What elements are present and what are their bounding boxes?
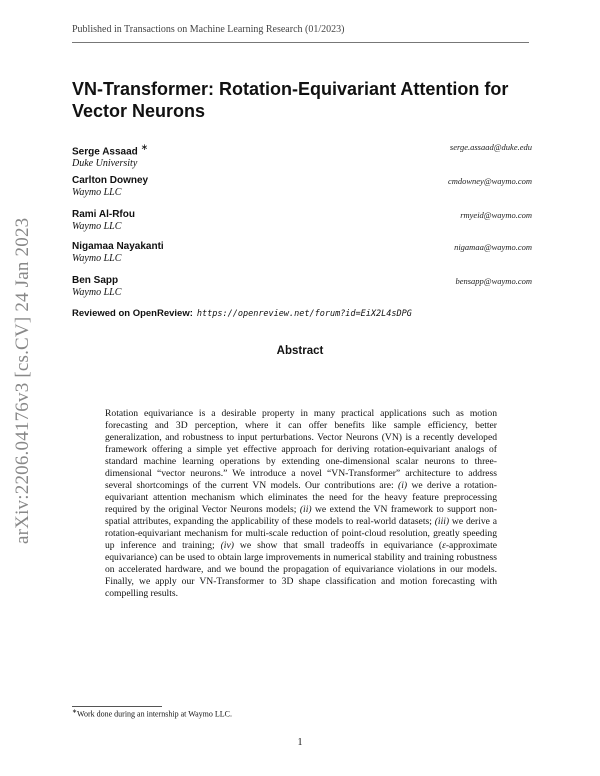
footnote-mark: ∗ bbox=[72, 709, 78, 715]
author-email[interactable]: serge.assaad@duke.edu bbox=[449, 142, 532, 152]
author-email[interactable]: rmyeid@waymo.com bbox=[460, 210, 532, 220]
author-email[interactable]: nigamaa@waymo.com bbox=[454, 242, 532, 252]
footnote-text: Work done during an internship at Waymo LLC. bbox=[77, 709, 233, 719]
reviewed-on-openreview bbox=[72, 308, 412, 319]
reviewed-label: Reviewed on OpenReview: bbox=[72, 308, 193, 319]
author-email[interactable]: cmdowney@waymo.com bbox=[447, 176, 532, 186]
openreview-link[interactable]: https://openreview.net/forum?id=EiX2L4sDPG bbox=[196, 309, 412, 319]
author-block bbox=[72, 275, 532, 299]
author-name: Carlton Downey bbox=[72, 175, 149, 186]
author-footnote-mark: ∗ bbox=[140, 142, 149, 152]
abstract-text: Rotation equivariance is a desirable property in many practical applications such as motion forecasting and 3D perception, where it can offer benefits like sample efficiency, better generalization, and robustness to input perturbations. Vector Neurons (VN) is a recently developed framework offering a simple yet effective approach for deriving rotation-equivariant analogs of standard machine learning operations by extending one-dimensional scalar neurons to three-dimensional “vector neurons.” We introduce a novel “VN-Transformer” architecture to address several shortcomings of the current VN models. Our contributions are: (i) we derive a rotation-equivariant attention mechanism which eliminates the need for the heavy feature preprocessing required by the original Vector Neurons models; (ii) we extend the VN framework to support non-spatial attributes, expanding the applicability of these models to real-world datasets; (iii) we derive a rotation-equivariant mechanism for multi-scale reduction of point-cloud resolution, greatly speeding up inference and training; (iv) we show that small tradeoffs in equivariance (ε-approximate equivariance) can be used to obtain large improvements in numerical stability and training robustness on accelerated hardware, and we bound the propagation of equivariance violations in our models. Finally, we apply our VN-Transformer to 3D shape classification and motion forecasting with compelling results. bbox=[105, 408, 498, 599]
author-block bbox=[72, 175, 532, 199]
author-name: Serge Assaad ∗ bbox=[72, 142, 149, 158]
journal-header: Published in Transactions on Machine Learning Research (01/2023) bbox=[72, 24, 345, 35]
page-number: 1 bbox=[297, 737, 303, 748]
author-affiliation: Waymo LLC bbox=[72, 187, 122, 198]
author-email[interactable]: bensapp@waymo.com bbox=[455, 276, 532, 286]
arxiv-stamp: arXiv:2206.04176v3 [cs.CV] 24 Jan 2023 bbox=[12, 217, 33, 544]
header-rule bbox=[72, 42, 529, 43]
author-affiliation: Waymo LLC bbox=[72, 253, 122, 264]
author-block bbox=[72, 141, 532, 170]
footnote bbox=[72, 708, 232, 719]
author-block bbox=[72, 209, 532, 233]
paper-title: VN-Transformer: Rotation-Equivariant Attention for Vector Neurons bbox=[72, 79, 509, 121]
author-name: Rami Al-Rfou bbox=[72, 209, 135, 220]
author-name: Ben Sapp bbox=[72, 275, 119, 286]
author-affiliation: Waymo LLC bbox=[72, 221, 122, 232]
author-affiliation: Duke University bbox=[72, 158, 138, 170]
author-name: Nigamaa Nayakanti bbox=[72, 241, 164, 252]
author-affiliation: Waymo LLC bbox=[72, 287, 122, 298]
footnote-rule bbox=[72, 706, 162, 707]
author-block bbox=[72, 241, 532, 265]
abstract-heading: Abstract bbox=[276, 345, 324, 357]
